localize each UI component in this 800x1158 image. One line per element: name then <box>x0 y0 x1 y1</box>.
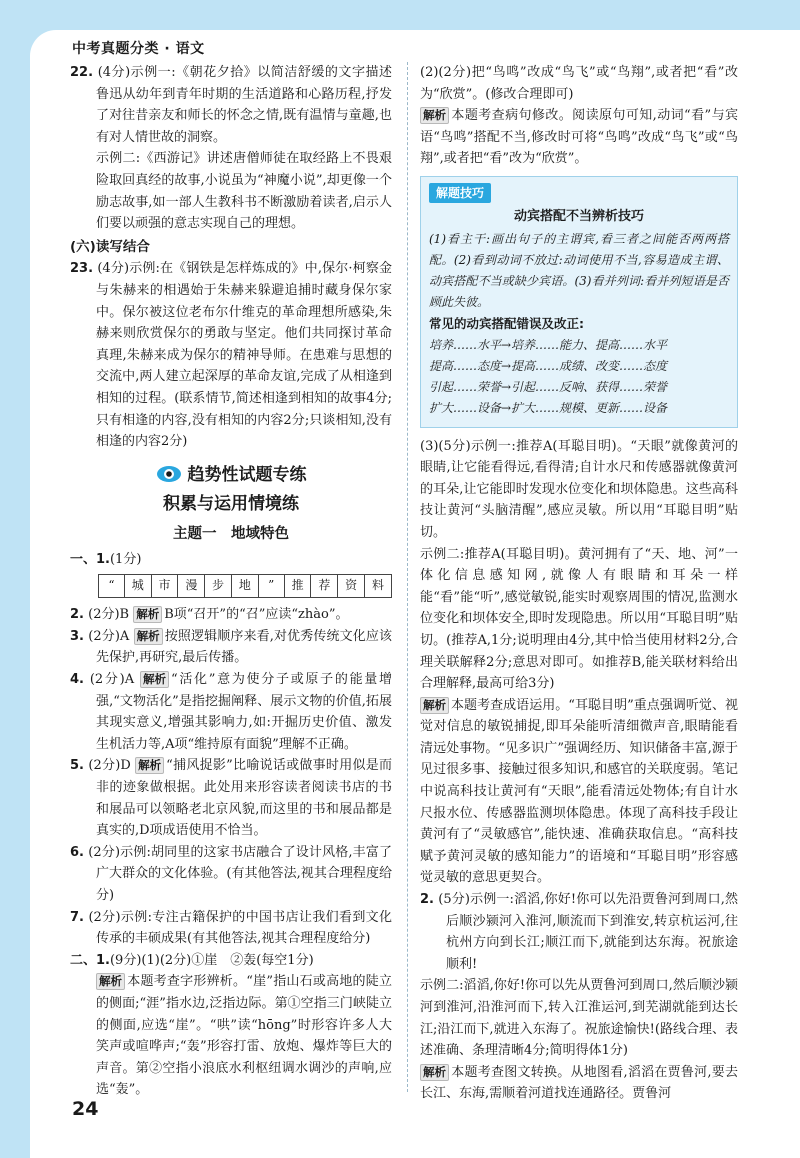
page-number: 24 <box>72 1098 99 1120</box>
q4: 4. (2分)A 解析 “活化”意为使分子或原子的能量增强,“文物活化”是指挖掘阐释、展示文物的价值,拓展其现实意义,增强其影响力,如:开掘历史价值、激发生机活力等,A项“维持原有面貌”理解不正确。 <box>70 672 393 752</box>
grid-cell: 荐 <box>311 575 338 598</box>
tip-list-heading: 常见的动宾搭配错误及改正: <box>429 315 584 331</box>
column-divider <box>407 62 408 1092</box>
q2-route-example1: 2. (5分)示例一:滔滔,你好!你可以先沿贾鲁河到周口,然后顺沙颍河入淮河,顺流而下到淮安,转京杭运河,往杭州方向到长江;顺江而下,就能到达东海。祝旅途顺利! <box>420 892 738 972</box>
p2-analysis: 解析 本题考查病句修改。阅读原句可知,动词“看”与宾语“鸟鸣”搭配不当,修改时可将“鸟鸣”改成“鸟飞”或“鸟翔”,或者把“看”改为“欣赏”。 <box>420 108 738 167</box>
analysis-tag: 解析 <box>420 1064 449 1081</box>
grid-cell: 城 <box>124 575 151 598</box>
q23: 23. (4分)示例:在《钢铁是怎样炼成的》中,保尔·柯察金与朱赫来的相遇始于朱赫来躲避追捕时藏身保尔家中。保尔被这位老布尔什维克的革命理想所感染,朱赫来则欣赏保尔的勇敢与坚定。他们共同探讨革命真理,朱赫来成为保尔的精神导师。在患难与思想的交流中,两人建立起深厚的革命友谊,完成了从相逢到相知的过程。(联系情节,简述相逢到相知的故事4分;只有相逢的内容,没有相知的内容2分;只谈相知,没有相逢的内容2分) <box>70 261 393 450</box>
tip-badge: 解题技巧 <box>429 183 491 203</box>
q1-heading: 一、1.(1分) <box>70 551 142 567</box>
analysis-tag: 解析 <box>420 697 449 714</box>
q7: 7. (2分)示例:专注古籍保护的中国书店让我们看到文化传承的丰硕成果(有其他答法,视其合理程度给分) <box>70 909 393 947</box>
grid-cell: 漫 <box>178 575 205 598</box>
grid-cell: 推 <box>284 575 311 598</box>
q6: 6. (2分)示例:胡同里的这家书店融合了设计风格,丰富了广大群众的文化体验。(有其他答法,视其合理程度给分) <box>70 844 392 903</box>
grid-cell: 资 <box>338 575 365 598</box>
p2-answer: (2)(2分)把“鸟鸣”改成“鸟飞”或“鸟翔”,或者把“看”改为“欣赏”。(修改合理即可) <box>420 65 738 102</box>
p3-example2: 示例二:推荐A(耳聪目明)。黄河拥有了“天、地、河”一体化信息感知网,就像人有眼睛和耳朵一样能“看”能“听”,感觉敏锐,能实时观察周围的情况,监测水位变化和坝体安全,即时发现隐患。所以用“耳聪目明”贴切。(推荐A,1分;说明理由4分,其中恰当使用材料2分,合理关联解释2分;意思对即可。如推荐B,能关联材料给出合理解释,最高可给3分) <box>420 546 738 692</box>
practice-subtitle: 积累与运用情境练 <box>163 493 299 514</box>
q22-example2: 示例二:《西游记》讲述唐僧师徒在取经路上不畏艰险取回真经的故事,小说虽为“神魔小说”,却更像一个励志故事,如一部人生教科书不断激励着读者,启示人们要以顽强的意志实现自己的理想。 <box>96 151 392 232</box>
analysis-tag: 解析 <box>140 671 169 688</box>
section-six-heading: (六)读写结合 <box>70 238 150 255</box>
analysis-tag: 解析 <box>420 107 449 124</box>
tip-title: 动宾搭配不当辨析技巧 <box>513 208 644 224</box>
grid-cell: ” <box>258 575 284 598</box>
q2-route-example2: 示例二:滔滔,你好!你可以先从贾鲁河到周口,然后顺沙颍河到淮河,沿淮河而下,转入江淮运河,到芜湖就能到达长江;沿江而下,就进入东海了。祝旅途愉快!(路线合理、表述准确、条理清晰4分;简明得体1分) <box>420 978 738 1059</box>
eye-icon <box>156 465 182 483</box>
character-grid <box>98 574 392 598</box>
analysis-tag: 解析 <box>134 628 163 645</box>
p3-example1: (3)(5分)示例一:推荐A(耳聪目明)。“天眼”就像黄河的眼睛,让它能看得远,看得清;自计水尺和传感器就像黄河的耳朵,让它能即时发现水位变化和坝体隐患。这些高科技让黄河“头脑清醒”,感应灵敏。所以用“耳聪目明”贴切。 <box>420 438 738 540</box>
tip-pair: 培养……水平→培养……能力、提高……水平 <box>429 337 668 352</box>
q-two-1: 二、1.(9分)(1)(2分)①崖 ②轰(每空1分) <box>70 952 314 968</box>
tip-body: (1)看主干:画出句子的主谓宾,看三者之间能否两两搭配。(2)看到动词不放过:动词使用不当,容易造成主谓、动宾搭配不当或缺少宾语。(3)看并列词:看并列短语是否顾此失彼。 <box>429 231 729 309</box>
grid-cell: 地 <box>232 575 259 598</box>
grid-cell: 料 <box>365 575 392 598</box>
q3: 3. (2分)A 解析 按照逻辑顺序来看,对优秀传统文化应该先保护,再研究,最后传播。 <box>70 628 392 666</box>
topic-title: 主题一 地域特色 <box>173 525 289 542</box>
q2-route-analysis: 解析 本题考查图文转换。从地图看,滔滔在贾鲁河,要去长江、东海,需顺着河道找连通路径。贾鲁河 <box>420 1064 738 1102</box>
page-header: 中考真题分类 · 语文 <box>72 41 205 57</box>
q2: 2. (2分)B 解析 B项“召开”的“召”应读“zhào”。 <box>70 607 349 623</box>
right-column <box>420 62 738 1105</box>
analysis-tag: 解析 <box>96 973 125 990</box>
analysis-tag: 解析 <box>135 757 164 774</box>
trend-title: 趋势性试题专练 <box>70 461 392 489</box>
p3-analysis: 解析 本题考查成语运用。“耳聪目明”重点强调听觉、视觉对信息的敏锐捕捉,即耳朵能听清细微声音,眼睛能看清远处事物。“见多识广”强调经历、知识储备丰富,源于见过很多事、接触过很多知识,和感官的关联度弱。笔记中说高科技让黄河有“天眼”,能看清远处物体;有自计水尺报水位、传感器监测坝体隐患。体现了高科技手段让黄河有了“灵敏感官”,能快速、准确获取信息。“高科技赋予黄河灵敏的感知能力”的语境和“耳聪目明”形容感觉灵敏的意思更契合。 <box>420 697 738 886</box>
left-column <box>70 62 392 1101</box>
tip-box <box>420 176 738 428</box>
grid-cell: 步 <box>205 575 232 598</box>
q22-example1: 22. (4分)示例一:《朝花夕拾》以简洁舒缓的文字描述鲁迅从幼年到青年时期的生活道路和心路历程,抒发了对往昔亲友和师长的怀念之情,既有温情与童趣,也有对人情世故的洞察。 <box>70 65 392 145</box>
q5: 5. (2分)D 解析 “捕风捉影”比喻说话或做事时用似是而非的迹象做根据。此处用来形容读者阅读书店的书和展品可以领略老北京风貌,而这里的书和展品都是真实的,D项成语使用不恰当。 <box>70 758 392 839</box>
tip-pair: 引起……荣誉→引起……反响、获得……荣誉 <box>429 379 668 394</box>
grid-cell: 市 <box>151 575 178 598</box>
grid-cell: “ <box>99 575 125 598</box>
q-two-1-analysis: 解析 本题考查字形辨析。“崖”指山石或高地的陡立的侧面;“涯”指水边,泛指边际。第①空指三门峡陡立的侧面,应选“崖”。“哄”读“hōng”时形容许多人大笑声或喧哗声;“轰”形容打雷、放炮、爆炸等巨大的声音。第②空指小浪底水利枢纽调水调沙的声响,应选“轰”。 <box>96 974 392 1098</box>
analysis-tag: 解析 <box>133 606 162 623</box>
tip-pair: 提高……态度→提高……成绩、改变……态度 <box>429 358 668 373</box>
tip-pair: 扩大……设备→扩大……规模、更新……设备 <box>429 400 668 415</box>
